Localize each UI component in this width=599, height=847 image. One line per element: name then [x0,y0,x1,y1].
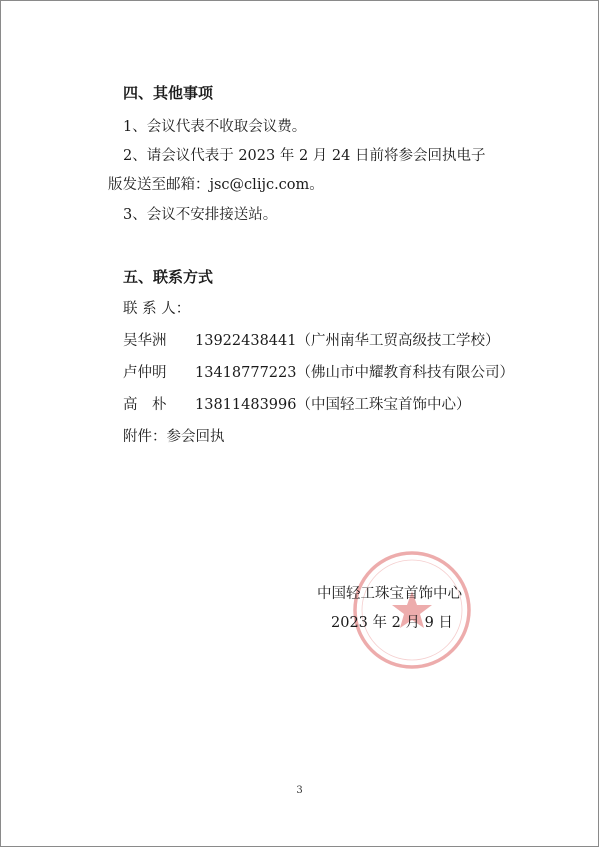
contact-phone: 13922438441 [195,333,297,349]
page-number: 3 [296,785,303,796]
contact-row [123,363,514,383]
contact-name: 卢仲明 [123,365,167,381]
official-seal-icon [351,549,473,671]
signature-org: 中国轻工珠宝首饰中心 [317,586,462,602]
section4-heading: 四、其他事项 [123,84,214,102]
contact-row [123,395,470,415]
contact-name: 吴华洲 [123,333,167,349]
contact-org: （广州南华工贸高级技工学校） [296,333,500,349]
signature-date: 2023 年 2 月 9 日 [331,615,453,631]
section5-heading: 五、联系方式 [123,268,214,286]
section4-item3: 3、会议不安排接送站。 [123,207,278,223]
section4-item2-line2: 版发送至邮箱：jsc@clijc.com。 [108,177,324,193]
contact-org: （佛山市中耀教育科技有限公司） [296,365,514,381]
contact-name: 高 朴 [123,397,167,413]
section4-item2-line1: 2、请会议代表于 2023 年 2 月 24 日前将参会回执电子 [123,148,486,164]
contact-phone: 13418777223 [195,365,297,381]
attachment-note: 附件：参会回执 [123,429,225,445]
contact-phone: 13811483996 [195,397,297,413]
contact-org: （中国轻工珠宝首饰中心） [296,397,471,413]
contact-row [123,331,499,351]
section4-item1: 1、会议代表不收取会议费。 [123,119,307,135]
contacts-label: 联 系 人： [123,301,191,317]
